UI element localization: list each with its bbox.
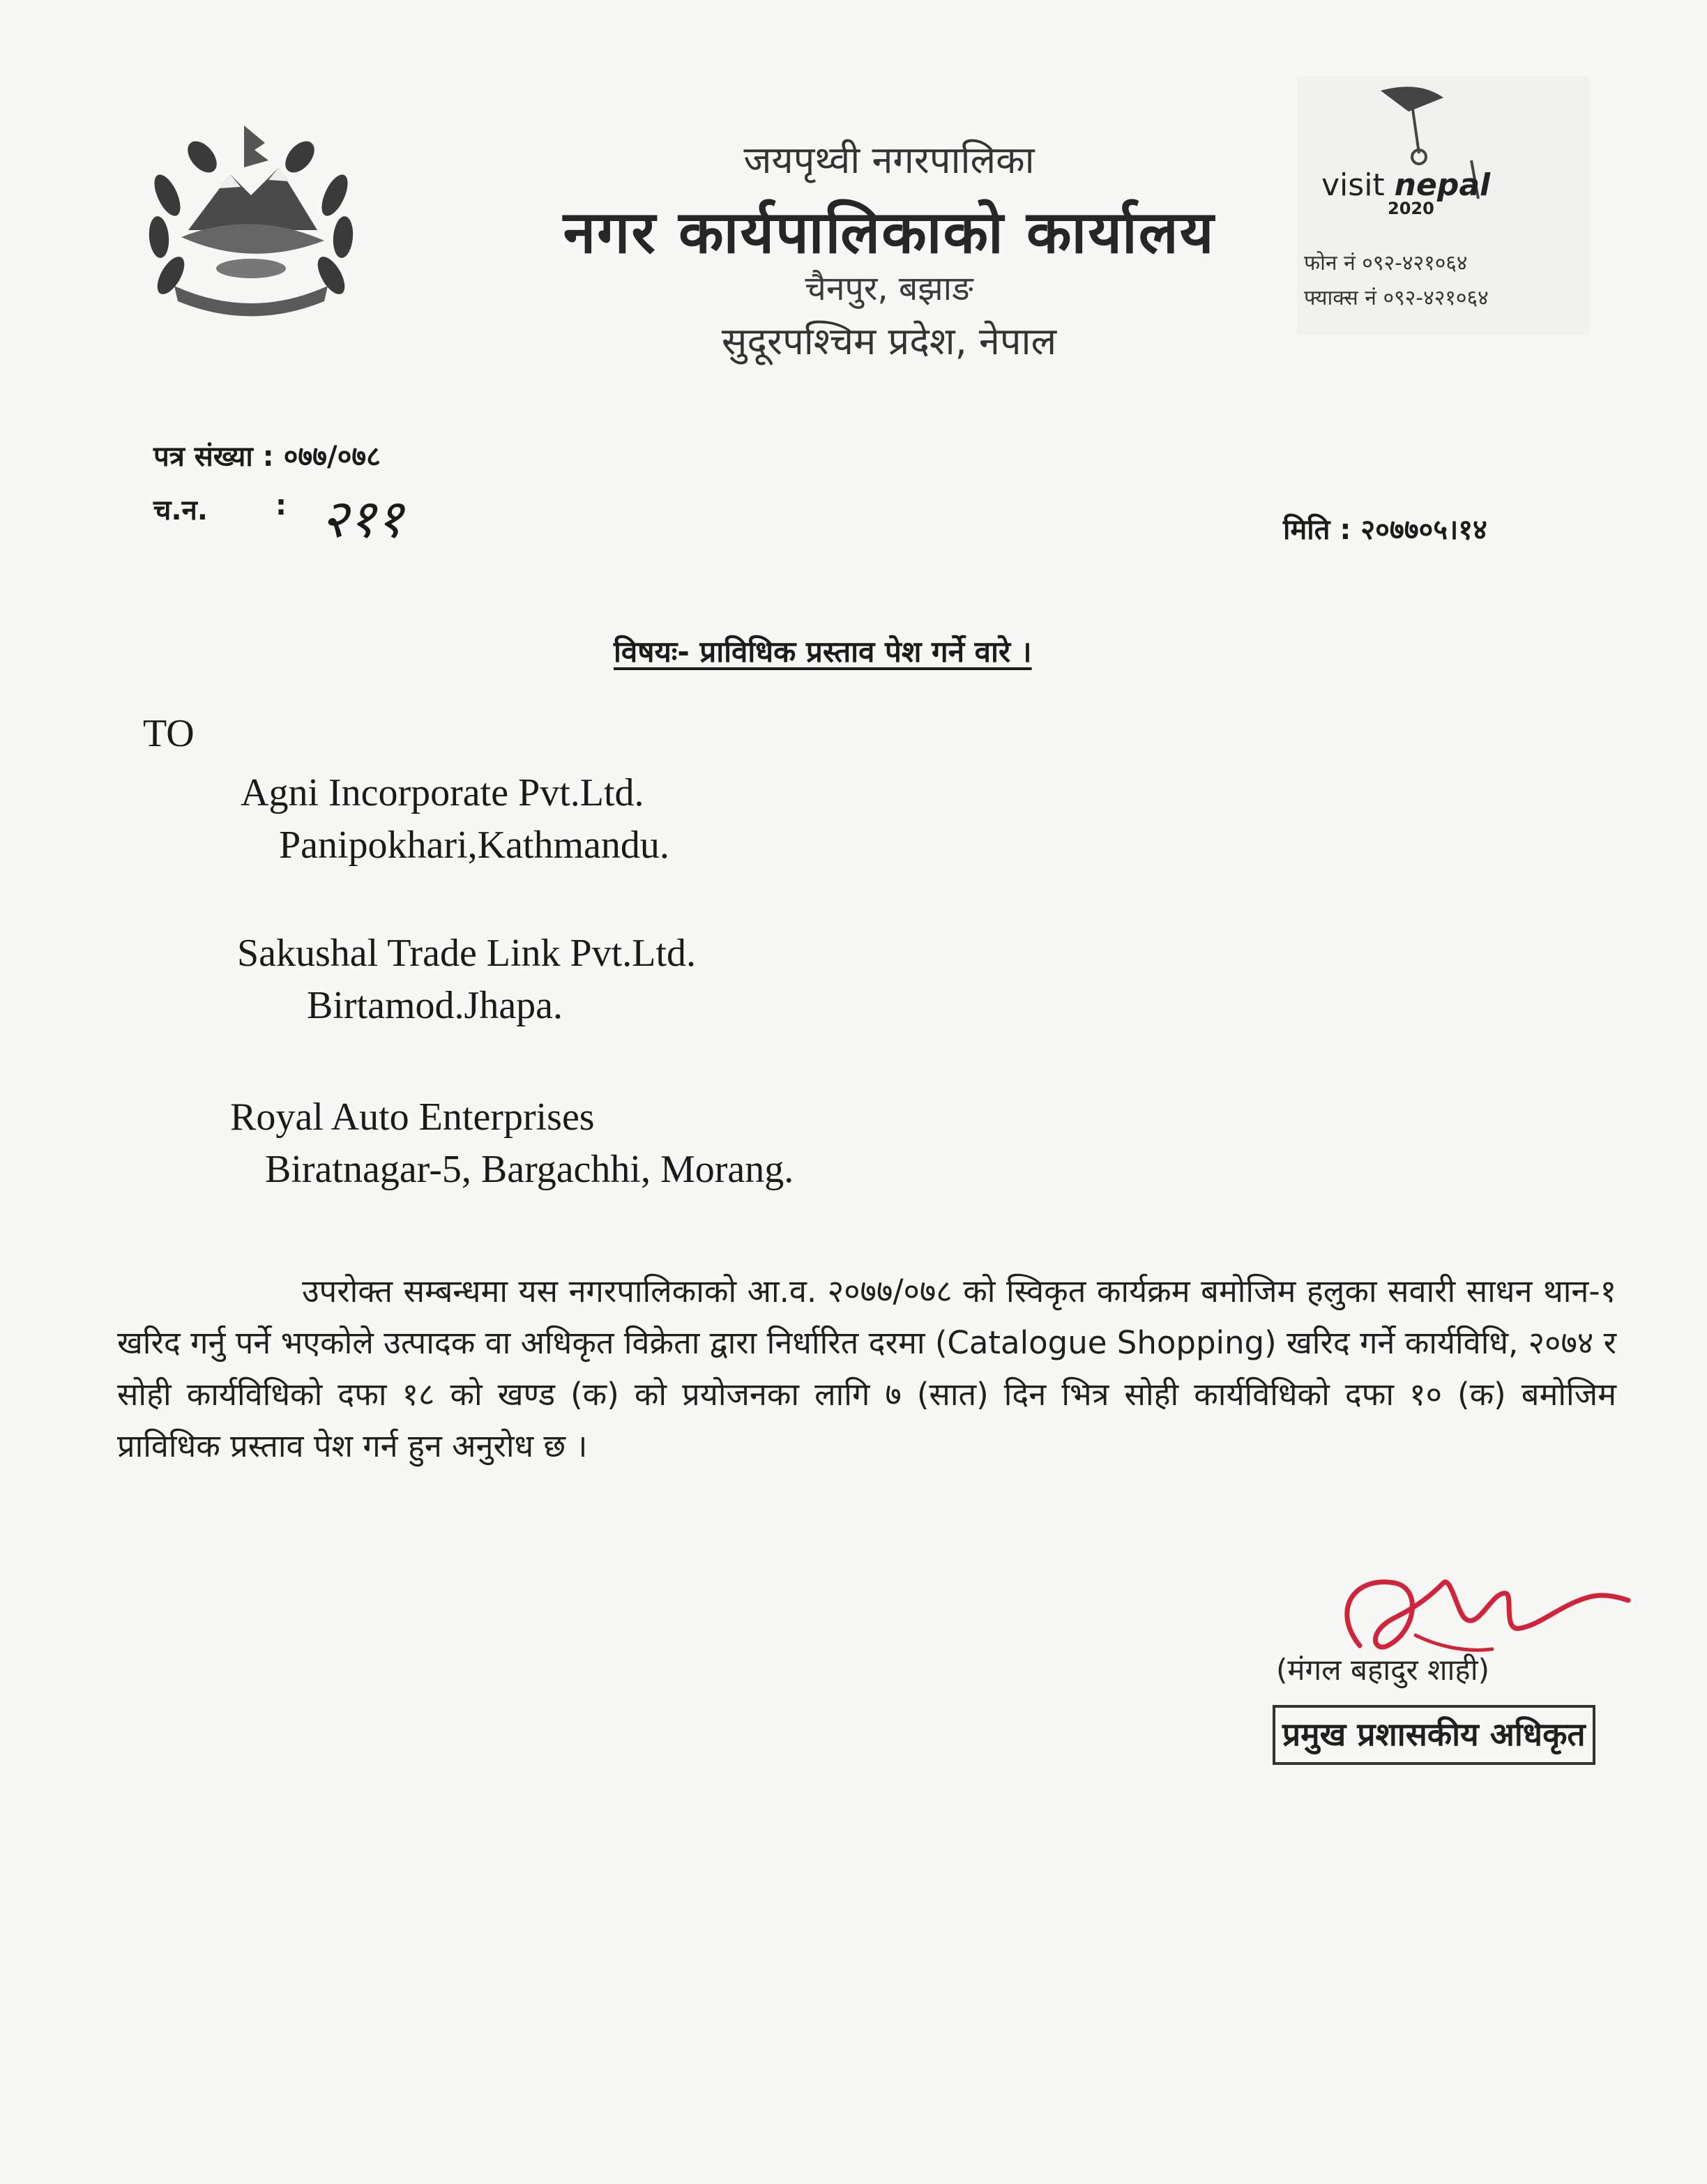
letter-date: मिति : २०७७०५।१४	[1283, 514, 1487, 546]
signatory-title-stamp: प्रमुख प्रशासकीय अधिकृत	[1273, 1705, 1595, 1765]
letter-number: पत्र संख्या : ०७७/०७८	[153, 441, 381, 473]
fax-number: फ्याक्स नं ०९२-४२१०६४	[1304, 286, 1489, 310]
office-title: नगर कार्यपालिकाको कार्यालय	[563, 198, 1215, 266]
office-location: चैनपुर, बझाङ	[805, 269, 973, 308]
recipient-address: Biratnagar-5, Bargachhi, Morang.	[265, 1148, 794, 1191]
phone-number: फोन नं ०९२-४२१०६४	[1304, 251, 1468, 275]
recipient-address: Panipokhari,Kathmandu.	[279, 824, 669, 867]
dispatch-colon: :	[275, 490, 287, 522]
signatory-name: (मंगल बहादुर शाही)	[1276, 1653, 1489, 1687]
municipality-name: जयपृथ्वी नगरपालिका	[743, 138, 1035, 182]
recipient-name: Sakushal Trade Link Pvt.Ltd.	[237, 932, 697, 975]
recipient-name: Royal Auto Enterprises	[230, 1095, 595, 1139]
dispatch-number: २११	[321, 487, 404, 549]
subject-line: विषयः- प्राविधिक प्रस्ताव पेश गर्ने वारे ।	[614, 635, 1032, 669]
letter-body: उपरोक्त सम्बन्धमा यस नगरपालिकाको आ.व. २०७७/०७८ को स्विकृत कार्यक्रम बमोजिम हलुका सवारी साधन थान-१ खरिद गर्नु पर्ने भएकोले उत्पादक वा अधिकृत विक्रेता द्वारा निर्धारित दरमा (Catalogue Shopping) खरिद गर्ने कार्यविधि, २०७४ र सोही कार्यविधिको दफा १८ को खण्ड (क) को प्रयोजनका लागि ७ (सात) दिन भित्र सोही कार्यविधिको दफा १० (क) बमोजिम प्राविधिक प्रस्ताव पेश गर्न हुन अनुरोध छ ।	[117, 1273, 1616, 1464]
nepal-word: nepal	[1394, 167, 1491, 203]
recipient-name: Agni Incorporate Pvt.Ltd.	[241, 771, 644, 814]
recipient-address: Birtamod.Jhapa.	[307, 984, 563, 1027]
nepal-emblem-icon	[139, 119, 363, 328]
office-province: सुदूरपश्चिम प्रदेश, नेपाल	[721, 319, 1057, 363]
visit-year: 2020	[1388, 199, 1434, 218]
to-label: TO	[143, 712, 195, 755]
dispatch-label: च.न.	[153, 494, 208, 526]
visit-nepal-wordmark	[1321, 167, 1490, 203]
visit-word: visit	[1321, 167, 1385, 203]
